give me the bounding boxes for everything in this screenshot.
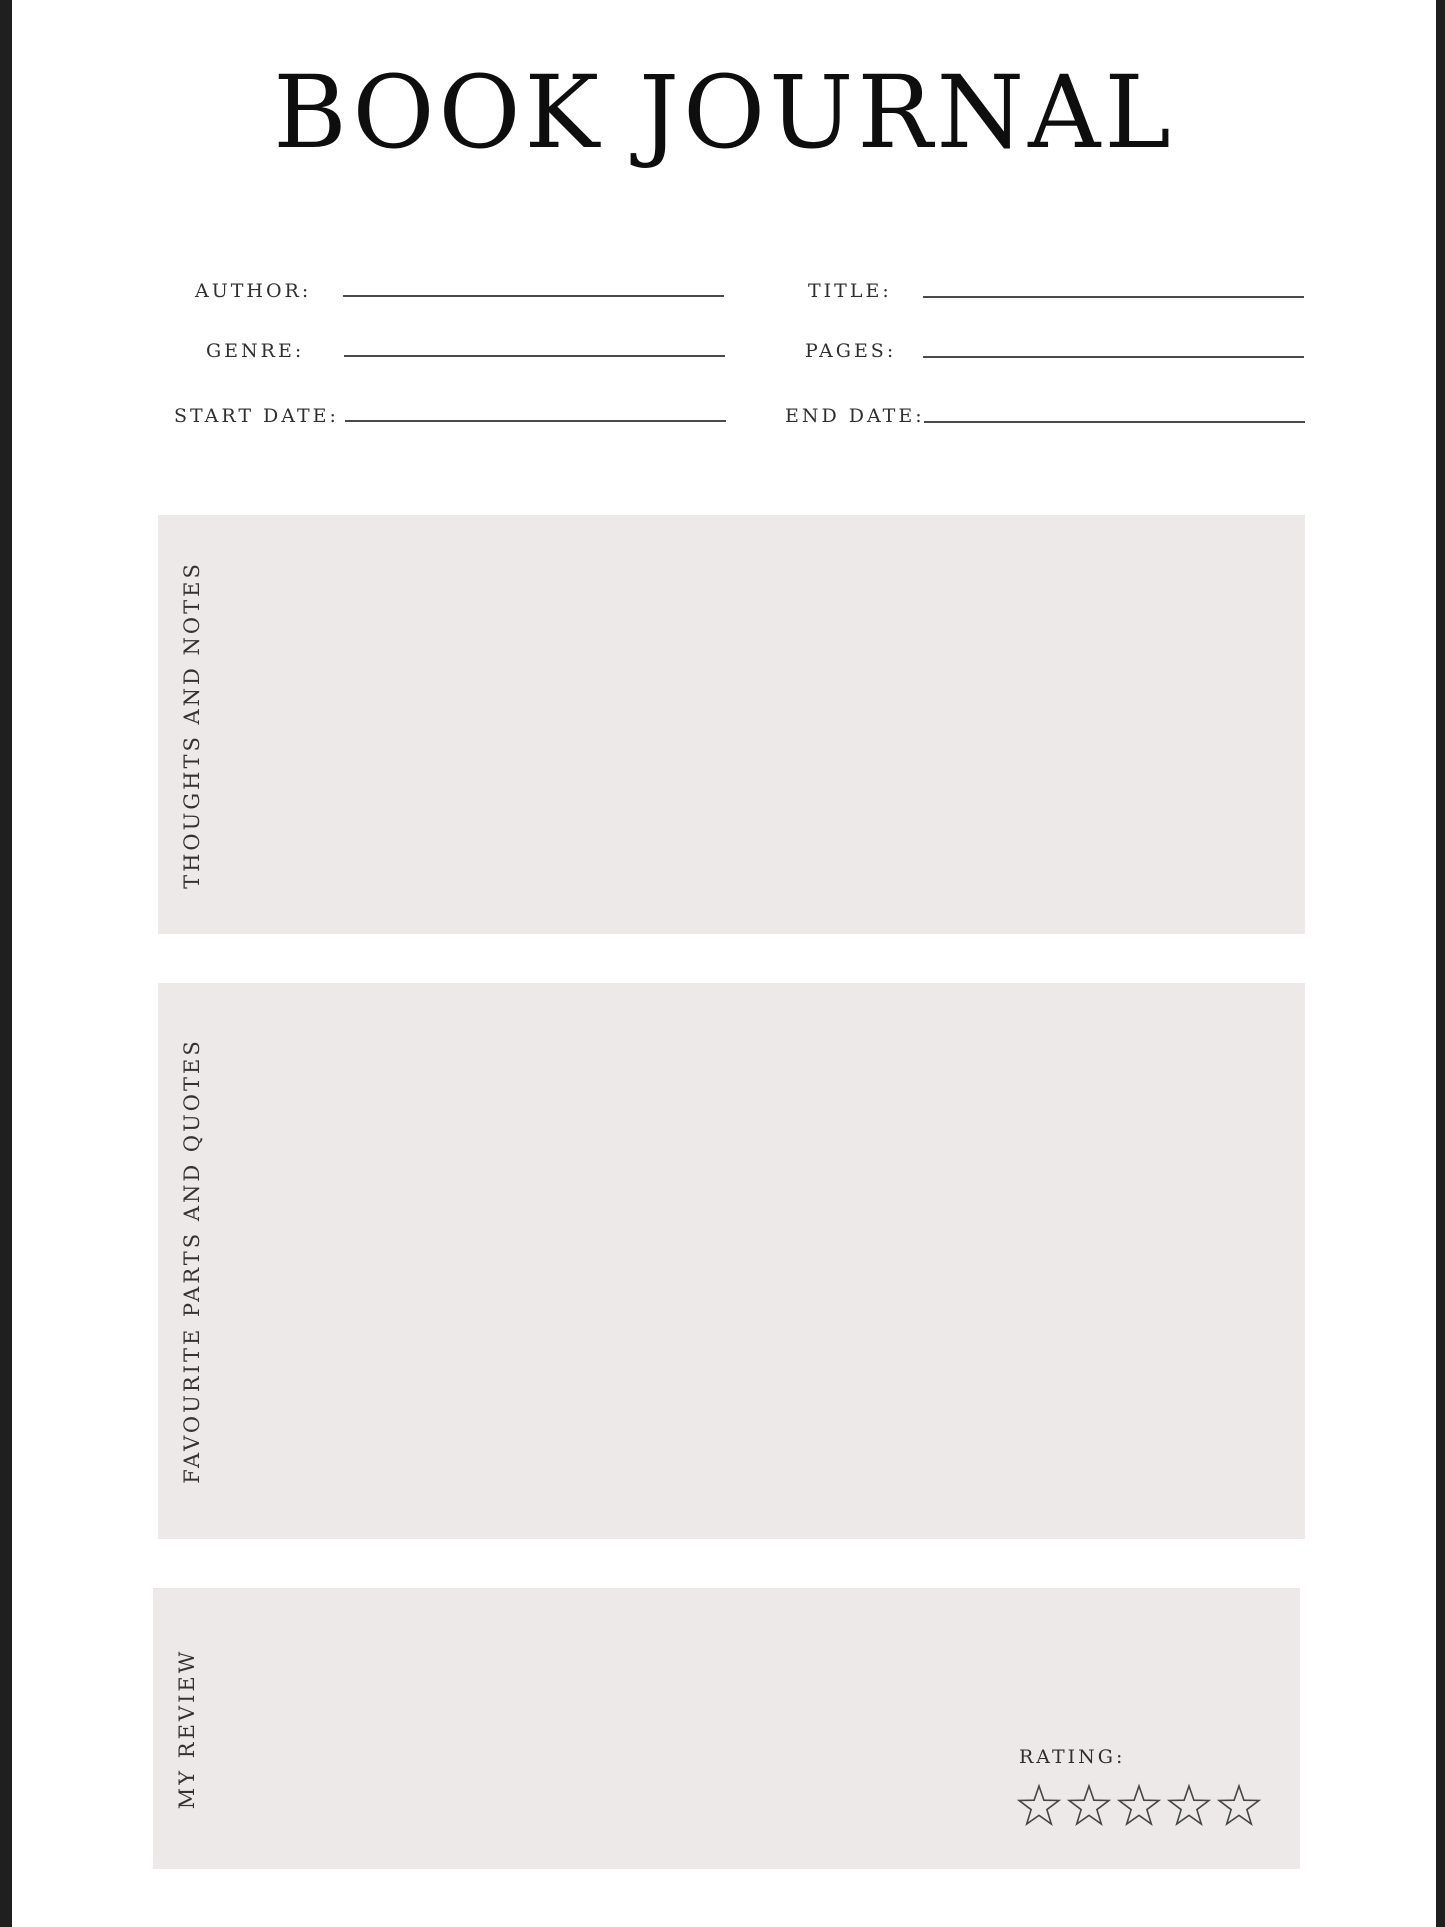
author-label: AUTHOR: (195, 280, 312, 302)
start-date-label: START DATE: (174, 405, 339, 427)
star-icon[interactable] (1169, 1786, 1209, 1824)
end-date-label: END DATE: (785, 405, 925, 427)
end-date-line[interactable] (924, 421, 1305, 423)
favourite-parts-label: FAVOURITE PARTS AND QUOTES (180, 1038, 204, 1484)
rating-stars (1014, 1782, 1274, 1832)
title-label: TITLE: (808, 280, 892, 302)
star-icon[interactable] (1119, 1786, 1159, 1824)
star-icon[interactable] (1019, 1786, 1059, 1824)
pages-line[interactable] (923, 356, 1304, 358)
pages-label: PAGES: (805, 340, 897, 362)
star-icon[interactable] (1069, 1786, 1109, 1824)
page-title: BOOK JOURNAL (273, 54, 1175, 171)
favourite-parts-label-wrap (178, 983, 206, 1539)
thoughts-and-notes-label: THOUGHTS AND NOTES (180, 560, 204, 889)
author-line[interactable] (343, 295, 724, 297)
title-line[interactable] (923, 296, 1304, 298)
start-date-line[interactable] (345, 420, 726, 422)
star-icon[interactable] (1219, 1786, 1259, 1824)
thoughts-and-notes-panel[interactable] (158, 515, 1305, 934)
journal-page (12, 0, 1436, 1927)
genre-line[interactable] (344, 355, 725, 357)
my-review-label: MY REVIEW (175, 1648, 199, 1809)
rating-label: RATING: (1019, 1746, 1126, 1768)
thoughts-and-notes-label-wrap (178, 515, 206, 934)
genre-label: GENRE: (206, 340, 305, 362)
my-review-label-wrap (173, 1588, 201, 1869)
favourite-parts-panel[interactable] (158, 983, 1305, 1539)
